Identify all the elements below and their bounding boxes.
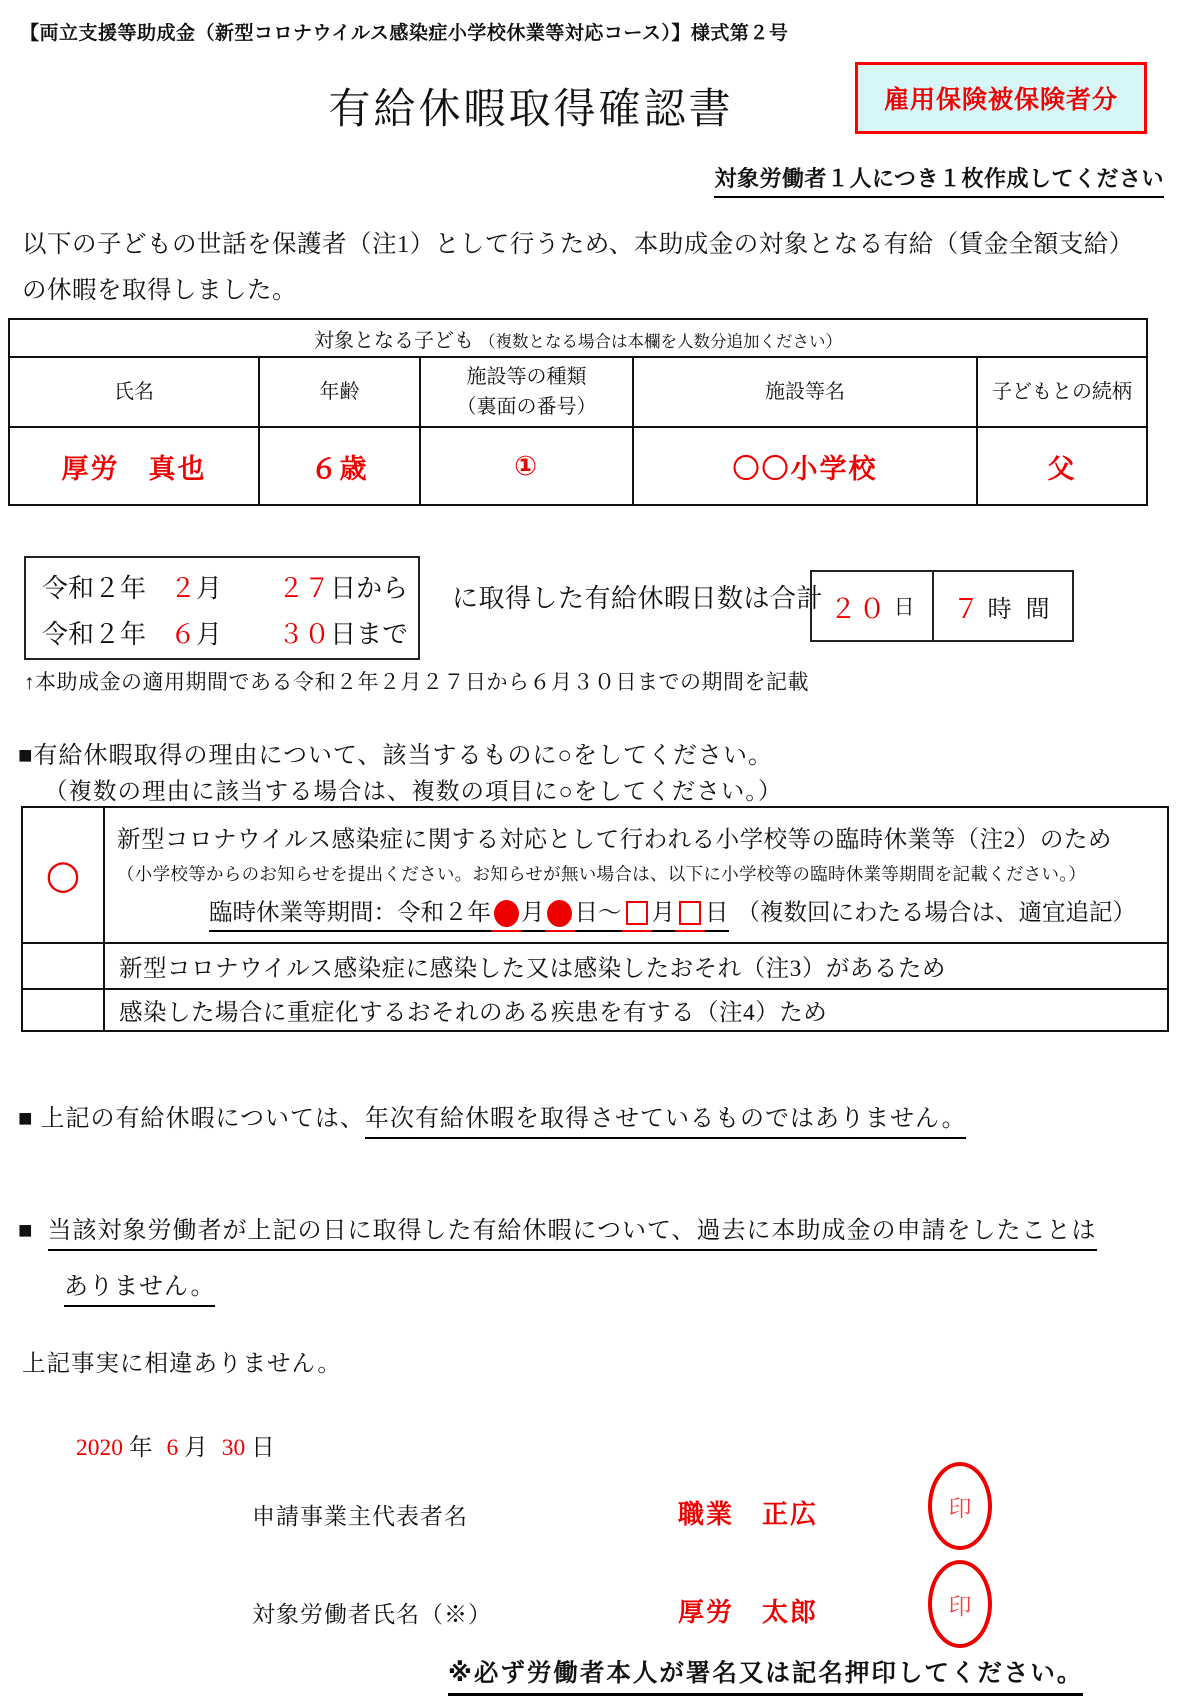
total-hours-cell: ７ 時 間 bbox=[934, 572, 1072, 640]
filled-circle-placeholder-icon bbox=[491, 896, 521, 932]
period-from-line: 令和２年 ２月 ２７日から bbox=[42, 574, 409, 603]
period-from-day: ２７ bbox=[278, 574, 331, 603]
period-to-month: ６ bbox=[170, 620, 197, 649]
total-days-value: ２０ bbox=[829, 593, 888, 624]
period-note: ↑本助成金の適用期間である令和２年２月２７日から６月３０日までの期間を記載 bbox=[24, 670, 809, 694]
insurance-badge bbox=[855, 62, 1147, 134]
intro-paragraph bbox=[22, 222, 1134, 314]
reason-1-text: 新型コロナウイルス感染症に関する対応として行われる小学校等の臨時休業等（注2）のため bbox=[117, 827, 1112, 853]
child-table-header-row bbox=[9, 357, 1147, 427]
square-bullet: ■ bbox=[18, 1218, 34, 1244]
reason-table bbox=[21, 806, 1169, 1032]
filled-circle-placeholder-icon bbox=[545, 896, 575, 932]
signature-month: 6 bbox=[166, 1435, 179, 1461]
selected-circle-mark: ○ bbox=[45, 852, 81, 898]
declaration-no-prior-application-line2: ありません。 bbox=[64, 1266, 215, 1301]
facility-type-value: ① bbox=[420, 427, 633, 505]
signature-requirement-note: ※必ず労働者本人が署名又は記名押印してください。 bbox=[448, 1654, 1083, 1696]
declaration-no-prior-application: ■ 当該対象労働者が上記の日に取得した有給休暇について、過去に本助成金の申請をしたことは bbox=[18, 1210, 1097, 1245]
declaration-annual-leave: ■ 上記の有給休暇については、年次有給休暇を取得させているものではありません。 bbox=[18, 1098, 966, 1133]
reason-2-text: 新型コロナウイルス感染症に感染した又は感染したおそれ（注3）があるため bbox=[104, 943, 1168, 989]
worker-seal-circle bbox=[928, 1560, 992, 1648]
reason-3-text: 感染した場合に重症化するおそれのある疾患を有する（注4）ため bbox=[104, 989, 1168, 1031]
column-header-age: 年齢 bbox=[259, 357, 420, 427]
facility-name-value: 〇〇小学校 bbox=[633, 427, 977, 505]
employer-representative-label: 申請事業主代表者名 bbox=[252, 1504, 468, 1529]
target-worker-name: 厚労 太郎 bbox=[678, 1597, 819, 1627]
seal-character: 印 bbox=[948, 1593, 972, 1619]
total-days-cell: ２０ 日 bbox=[812, 572, 934, 640]
child-table-caption-main: 対象となる子ども bbox=[314, 329, 474, 352]
reasons-heading: ■有給休暇取得の理由について、該当するものに○をしてください。 bbox=[18, 743, 774, 769]
declaration-annual-leave-underlined: 年次有給休暇を取得させているものではありません。 bbox=[365, 1106, 966, 1139]
signature-year: 2020 bbox=[76, 1435, 123, 1461]
total-days-label: に取得した有給休暇日数は合計 bbox=[452, 584, 824, 613]
empty-square-placeholder-icon bbox=[675, 896, 705, 932]
reason-row-infected bbox=[22, 943, 1168, 989]
column-header-relation: 子どもとの続柄 bbox=[977, 357, 1147, 427]
period-to-line: 令和２年 ６月 ３０日まで bbox=[42, 620, 409, 649]
child-table-caption-note: （複数となる場合は本欄を人数分追加ください） bbox=[479, 331, 842, 351]
reason-1-body bbox=[104, 807, 1168, 943]
employer-seal-circle bbox=[928, 1462, 992, 1550]
total-hours-value: ７ bbox=[952, 593, 982, 624]
target-child-table bbox=[8, 318, 1148, 506]
seal-character: 印 bbox=[948, 1495, 972, 1521]
reason-row-at-risk bbox=[22, 989, 1168, 1031]
form-number-header: 【両立支援等助成金（新型コロナウイルス感染症小学校休業等対応コース）】様式第２号 bbox=[20, 23, 789, 44]
per-worker-instruction: 対象労働者１人につき１枚作成してください bbox=[714, 162, 1164, 198]
signature-date: 2020 年 6 月 30 日 bbox=[76, 1435, 275, 1461]
employer-representative-name: 職業 正広 bbox=[678, 1499, 819, 1529]
target-worker-label: 対象労働者氏名（※） bbox=[252, 1602, 492, 1627]
insurance-badge-label: 雇用保険被保険者分 bbox=[883, 86, 1118, 114]
reason-3-mark-cell bbox=[22, 989, 104, 1031]
closure-period-tail-note: （複数回にわたる場合は、適宜追記） bbox=[736, 900, 1136, 926]
confirmation-statement: 上記事実に相違ありません。 bbox=[22, 1351, 342, 1377]
child-table-data-row bbox=[9, 427, 1147, 505]
reason-1-note: （小学校等からのお知らせを提出ください。お知らせが無い場合は、以下に小学校等の臨時休業等期間を記載ください。） bbox=[117, 864, 1087, 884]
column-header-facility-type: 施設等の種類 （裏面の番号） bbox=[420, 357, 633, 427]
child-table-caption bbox=[9, 319, 1147, 357]
column-header-facility-name: 施設等名 bbox=[633, 357, 977, 427]
relation-value: 父 bbox=[977, 427, 1147, 505]
total-days-box bbox=[810, 570, 1074, 642]
leave-period-box bbox=[24, 556, 420, 660]
column-header-name: 氏名 bbox=[9, 357, 259, 427]
child-table-caption-row bbox=[9, 319, 1147, 357]
reason-2-mark-cell bbox=[22, 943, 104, 989]
reason-1-mark-cell bbox=[22, 807, 104, 943]
signature-day: 30 bbox=[221, 1435, 246, 1461]
period-from-month: ２ bbox=[170, 574, 197, 603]
intro-line-1: 以下の子どもの世話を保護者（注1）として行うため、本助成金の対象となる有給（賃金全額支給） bbox=[22, 231, 1134, 258]
empty-square-placeholder-icon bbox=[622, 896, 652, 932]
reason-row-school-closure bbox=[22, 807, 1168, 943]
intro-line-2: の休暇を取得しました。 bbox=[22, 277, 297, 304]
child-age-value: ６歳 bbox=[259, 427, 420, 505]
period-to-day: ３０ bbox=[278, 620, 331, 649]
page-title: 有給休暇取得確認書 bbox=[328, 87, 734, 133]
reasons-subheading: （複数の理由に該当する場合は、複数の項目に○をしてください。） bbox=[44, 779, 783, 805]
temporary-closure-period-line: 臨時休業等期間：令和２年 月 日～ 月 日 （複数回にわたる場合は、適宜追記） bbox=[209, 896, 1161, 932]
child-name-value: 厚労 真也 bbox=[9, 427, 259, 505]
